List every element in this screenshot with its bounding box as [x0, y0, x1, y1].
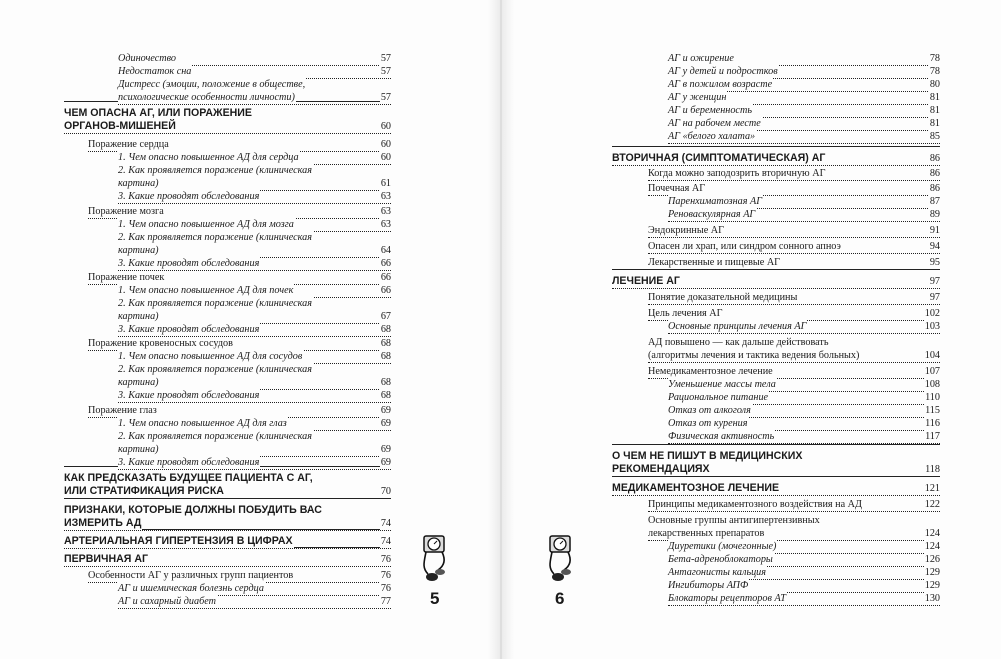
- toc-entry-title: картина): [118, 178, 159, 189]
- toc-entry-page: 78: [929, 66, 940, 77]
- toc-entry-page: 57: [380, 66, 391, 77]
- toc-entry-title: 1. Чем опасно повышенное АД для мозга: [118, 219, 294, 230]
- toc-entry-title: Одиночество: [118, 53, 176, 64]
- toc-entry-page: 63: [380, 219, 391, 230]
- toc-entry-page: 69: [380, 444, 391, 455]
- toc-entry-page: 57: [380, 92, 391, 103]
- toc-entry-title: 2. Как проявляется поражение (клиническая: [118, 232, 312, 243]
- toc-entry: [118, 297, 391, 310]
- toc-entry-page: 87: [929, 196, 940, 207]
- toc-entry-page: 124: [924, 528, 940, 539]
- toc-entry-title: (алгоритмы лечения и тактика ведения больных): [648, 350, 860, 361]
- toc-entry-page: 74: [380, 536, 391, 547]
- toc-entry: [118, 65, 391, 79]
- toc-entry: [118, 350, 391, 364]
- toc-entry-title: психологические особенности личности): [118, 92, 295, 103]
- toc-entry-page: 76: [380, 554, 391, 565]
- toc-entry: [668, 540, 940, 554]
- toc-entry-title: МЕДИКАМЕНТОЗНОЕ ЛЕЧЕНИЕ: [612, 482, 780, 494]
- toc-entry-page: 95: [929, 257, 940, 268]
- toc-entry-title: Недостаток сна: [118, 66, 192, 77]
- toc-entry-page: 74: [380, 518, 391, 529]
- toc-entry: [118, 91, 391, 105]
- toc-entry: [668, 208, 940, 222]
- toc-entry-page: 107: [924, 366, 940, 377]
- toc-entry: [118, 151, 391, 165]
- toc-entry: [118, 231, 391, 244]
- toc-entry-page: 115: [925, 405, 940, 416]
- toc-entry-page: 86: [929, 168, 940, 179]
- toc-entry: [118, 52, 391, 66]
- toc-entry: [88, 337, 391, 351]
- toc-entry-title: 2. Как проявляется поражение (клиническая: [118, 165, 312, 176]
- toc-entry: [88, 271, 391, 285]
- toc-entry-title: АРТЕРИАЛЬНАЯ ГИПЕРТЕНЗИЯ В ЦИФРАХ: [64, 535, 293, 547]
- toc-entry-page: 94: [929, 241, 940, 252]
- section-rule: [612, 444, 940, 445]
- toc-entry-title: Основные принципы лечения АГ: [668, 321, 807, 332]
- toc-entry: [668, 417, 940, 431]
- toc-entry-page: 118: [925, 464, 940, 475]
- toc-entry: [64, 472, 391, 485]
- toc-entry-title: 3. Какие проводят обследования: [118, 457, 260, 468]
- toc-entry-page: 76: [380, 570, 391, 581]
- toc-entry-page: 110: [925, 392, 940, 403]
- toc-entry-title: ПРИЗНАКИ, КОТОРЫЕ ДОЛЖНЫ ПОБУДИТЬ ВАС: [64, 504, 322, 516]
- toc-entry: [648, 498, 940, 512]
- toc-entry: [118, 582, 391, 596]
- toc-entry: [88, 138, 391, 152]
- toc-entry: [118, 323, 391, 337]
- toc-entry-title: Уменьшение массы тела: [668, 379, 776, 390]
- toc-entry: [88, 569, 391, 583]
- toc-entry-title: ОРГАНОВ-МИШЕНЕЙ: [64, 120, 176, 132]
- toc-entry-title: АД повышено — как дальше действовать: [648, 337, 829, 348]
- toc-entry-title: 2. Как проявляется поражение (клиническая: [118, 431, 312, 442]
- toc-entry-page: 121: [924, 483, 940, 494]
- toc-entry: [118, 430, 391, 443]
- toc-entry-title: Почечная АГ: [648, 183, 706, 194]
- toc-entry-page: 124: [924, 541, 940, 552]
- toc-entry: [668, 91, 940, 105]
- toc-entry: [648, 167, 940, 181]
- toc-entry: [118, 363, 391, 376]
- toc-entry-page: 108: [924, 379, 940, 390]
- toc-entry-title: картина): [118, 444, 159, 455]
- toc-entry: [118, 595, 391, 609]
- toc-entry-page: 76: [380, 583, 391, 594]
- toc-entry: [64, 485, 391, 499]
- toc-entry: [668, 404, 940, 418]
- toc-entry: [668, 104, 940, 118]
- toc-entry-page: 67: [380, 311, 391, 322]
- toc-entry-page: 66: [380, 272, 391, 283]
- toc-entry-page: 63: [380, 191, 391, 202]
- toc-entry-page: 116: [925, 418, 940, 429]
- toc-entry-page: 126: [924, 554, 940, 565]
- toc-entry-title: ЧЕМ ОПАСНА АГ, ИЛИ ПОРАЖЕНИЕ: [64, 107, 252, 119]
- toc-entry: [64, 553, 391, 567]
- toc-entry-title: Дистресс (эмоции, положение в обществе,: [118, 79, 306, 90]
- toc-entry: [118, 310, 391, 324]
- toc-entry: [648, 336, 940, 349]
- toc-entry-page: 97: [929, 276, 940, 287]
- toc-entry-page: 78: [929, 53, 940, 64]
- toc-entry-title: Цель лечения АГ: [648, 308, 723, 319]
- toc-entry: [118, 284, 391, 298]
- toc-entry-title: Антагонисты кальция: [668, 567, 766, 578]
- toc-entry: [668, 117, 940, 131]
- toc-entry-page: 97: [929, 292, 940, 303]
- toc-entry: [88, 404, 391, 418]
- toc-entry: [88, 205, 391, 219]
- toc-entry: [648, 224, 940, 238]
- toc-entry-title: Паренхиматозная АГ: [668, 196, 763, 207]
- toc-entry: [648, 291, 940, 305]
- toc-entry: [648, 365, 940, 379]
- toc-entry-page: 63: [380, 206, 391, 217]
- toc-entry: [118, 190, 391, 204]
- toc-entry-title: Лекарственные и пищевые АГ: [648, 257, 781, 268]
- toc-entry-page: 86: [929, 183, 940, 194]
- toc-entry: [668, 378, 940, 392]
- book-gutter: [488, 0, 514, 659]
- toc-entry: [668, 592, 940, 606]
- toc-entry-page: 85: [929, 131, 940, 142]
- toc-entry-page: 68: [380, 390, 391, 401]
- toc-entry: [668, 579, 940, 593]
- toc-entry-page: 70: [380, 486, 391, 497]
- toc-entry-page: 91: [929, 225, 940, 236]
- toc-entry-title: ВТОРИЧНАЯ (СИМПТОМАТИЧЕСКАЯ) АГ: [612, 152, 826, 164]
- toc-entry: [668, 566, 940, 580]
- toc-entry: [64, 535, 391, 549]
- toc-entry: [118, 417, 391, 431]
- toc-entry-page: 89: [929, 209, 940, 220]
- toc-entry-title: Эндокринные АГ: [648, 225, 725, 236]
- toc-entry-title: 1. Чем опасно повышенное АД для глаз: [118, 418, 287, 429]
- toc-entry-title: Физическая активность: [668, 431, 775, 442]
- toc-entry-title: 2. Как проявляется поражение (клиническая: [118, 364, 312, 375]
- toc-entry: [668, 320, 940, 334]
- toc-entry: [668, 195, 940, 209]
- toc-entry: [648, 349, 940, 363]
- toc-entry-title: О ЧЕМ НЕ ПИШУТ В МЕДИЦИНСКИХ: [612, 450, 803, 462]
- toc-entry-page: 69: [380, 405, 391, 416]
- toc-entry: [668, 52, 940, 66]
- toc-entry-title: ИЗМЕРИТЬ АД: [64, 517, 142, 529]
- toc-entry: [668, 78, 940, 92]
- toc-entry-page: 81: [929, 118, 940, 129]
- toc-entry-title: АГ в пожилом возрасте: [668, 79, 773, 90]
- toc-entry: [118, 389, 391, 403]
- blood-pressure-monitor-icon: [420, 532, 450, 584]
- toc-entry: [612, 450, 940, 463]
- toc-entry: [668, 130, 940, 144]
- right-page: [504, 0, 1001, 659]
- toc-entry: [118, 376, 391, 390]
- toc-entry: [118, 456, 391, 470]
- toc-entry-title: Понятие доказательной медицины: [648, 292, 798, 303]
- left-page: [0, 0, 497, 659]
- toc-entry: [648, 240, 940, 254]
- toc-entry-title: Поражение кровеносных сосудов: [88, 338, 233, 349]
- toc-entry: [668, 391, 940, 405]
- toc-entry-page: 69: [380, 418, 391, 429]
- toc-entry-page: 80: [929, 79, 940, 90]
- toc-entry-title: Отказ от курения: [668, 418, 748, 429]
- toc-entry: [118, 244, 391, 258]
- toc-entry-title: 3. Какие проводят обследования: [118, 324, 260, 335]
- toc-entry: [118, 164, 391, 177]
- toc-entry-page: 60: [380, 139, 391, 150]
- toc-entry-title: 3. Какие проводят обследования: [118, 258, 260, 269]
- toc-entry-title: 2. Как проявляется поражение (клиническая: [118, 298, 312, 309]
- toc-entry-page: 130: [924, 593, 940, 604]
- toc-entry-title: ЛЕЧЕНИЕ АГ: [612, 275, 680, 287]
- toc-entry-title: Блокаторы рецепторов АТ: [668, 593, 786, 604]
- toc-entry-title: Ингибиторы АПФ: [668, 580, 749, 591]
- toc-entry-page: 81: [929, 105, 940, 116]
- toc-entry-page: 103: [924, 321, 940, 332]
- toc-entry-title: Поражение почек: [88, 272, 165, 283]
- toc-entry-title: Реноваскулярная АГ: [668, 209, 756, 220]
- toc-entry: [64, 504, 391, 517]
- toc-entry: [648, 256, 940, 270]
- toc-entry-title: 1. Чем опасно повышенное АД для сосудов: [118, 351, 303, 362]
- toc-entry-title: Немедикаментозное лечение: [648, 366, 773, 377]
- toc-entry: [668, 65, 940, 79]
- toc-entry-title: 1. Чем опасно повышенное АД для сердца: [118, 152, 299, 163]
- toc-entry-title: АГ и ожирение: [668, 53, 734, 64]
- toc-entry-page: 129: [924, 580, 940, 591]
- toc-entry-page: 61: [380, 178, 391, 189]
- toc-entry-title: Основные группы антигипертензивных: [648, 515, 820, 526]
- toc-entry-title: Бета-адреноблокаторы: [668, 554, 773, 565]
- toc-entry-title: Рациональное питание: [668, 392, 769, 403]
- toc-entry: [612, 482, 940, 496]
- toc-entry-page: 102: [924, 308, 940, 319]
- toc-entry-title: АГ и сахарный диабет: [118, 596, 216, 607]
- toc-entry-title: Поражение глаз: [88, 405, 157, 416]
- toc-entry-title: картина): [118, 377, 159, 388]
- toc-entry-page: 68: [380, 377, 391, 388]
- toc-entry: [612, 463, 940, 477]
- toc-entry-title: АГ «белого халата»: [668, 131, 756, 142]
- toc-entry: [118, 78, 391, 91]
- toc-entry-title: 3. Какие проводят обследования: [118, 191, 260, 202]
- toc-entry-title: Особенности АГ у различных групп пациентов: [88, 570, 294, 581]
- toc-entry-title: Принципы медикаментозного воздействия на АД: [648, 499, 862, 510]
- toc-entry: [64, 120, 391, 134]
- toc-entry-title: Когда можно заподозрить вторичную АГ: [648, 168, 826, 179]
- toc-entry-page: 69: [380, 457, 391, 468]
- toc-entry: [64, 107, 391, 120]
- toc-entry-page: 86: [929, 153, 940, 164]
- toc-entry-page: 60: [380, 152, 391, 163]
- toc-entry-page: 81: [929, 92, 940, 103]
- toc-entry: [612, 152, 940, 166]
- toc-entry-page: 60: [380, 121, 391, 132]
- toc-entry-page: 117: [925, 431, 940, 442]
- toc-entry-title: Диуретики (мочегонные): [668, 541, 777, 552]
- toc-entry-page: 68: [380, 338, 391, 349]
- toc-entry: [648, 182, 940, 196]
- toc-entry-page: 68: [380, 324, 391, 335]
- toc-entry-title: Поражение сердца: [88, 139, 169, 150]
- toc-entry: [612, 275, 940, 289]
- toc-entry-page: 68: [380, 351, 391, 362]
- toc-entry-page: 77: [380, 596, 391, 607]
- toc-entry: [668, 430, 940, 444]
- toc-entry-title: РЕКОМЕНДАЦИЯХ: [612, 463, 710, 475]
- page-number: 5: [430, 589, 440, 608]
- toc-entry-page: 57: [380, 53, 391, 64]
- section-rule: [612, 146, 940, 147]
- toc-entry-title: АГ у женщин: [668, 92, 727, 103]
- toc-entry-title: ИЛИ СТРАТИФИКАЦИЯ РИСКА: [64, 485, 224, 497]
- toc-entry-page: 66: [380, 285, 391, 296]
- toc-entry: [118, 218, 391, 232]
- toc-entry-title: АГ на рабочем месте: [668, 118, 761, 129]
- toc-entry-title: Отказ от алкоголя: [668, 405, 751, 416]
- toc-entry-title: 3. Какие проводят обследования: [118, 390, 260, 401]
- toc-entry-title: 1. Чем опасно повышенное АД для почек: [118, 285, 294, 296]
- blood-pressure-monitor-icon: [546, 532, 576, 584]
- toc-entry-title: лекарственных препаратов: [648, 528, 765, 539]
- toc-entry-title: АГ у детей и подростков: [668, 66, 778, 77]
- toc-entry-title: Опасен ли храп, или синдром сонного апноэ: [648, 241, 841, 252]
- toc-entry-page: 104: [924, 350, 940, 361]
- toc-entry-page: 129: [924, 567, 940, 578]
- toc-entry: [668, 553, 940, 567]
- toc-entry-title: АГ и беременность: [668, 105, 752, 116]
- toc-entry-title: картина): [118, 245, 159, 256]
- page-number: 6: [555, 589, 565, 608]
- toc-entry-title: АГ и ишемическая болезнь сердца: [118, 583, 264, 594]
- toc-entry-title: ПЕРВИЧНАЯ АГ: [64, 553, 148, 565]
- toc-entry-page: 122: [924, 499, 940, 510]
- toc-entry: [648, 307, 940, 321]
- toc-entry: [64, 517, 391, 531]
- toc-entry: [648, 514, 940, 527]
- toc-entry-title: КАК ПРЕДСКАЗАТЬ БУДУЩЕЕ ПАЦИЕНТА С АГ,: [64, 472, 313, 484]
- toc-entry-title: Поражение мозга: [88, 206, 164, 217]
- toc-entry-page: 64: [380, 245, 391, 256]
- toc-entry: [648, 527, 940, 541]
- toc-entry: [118, 443, 391, 457]
- toc-entry: [118, 177, 391, 191]
- toc-entry: [118, 257, 391, 271]
- toc-entry-title: картина): [118, 311, 159, 322]
- toc-entry-page: 66: [380, 258, 391, 269]
